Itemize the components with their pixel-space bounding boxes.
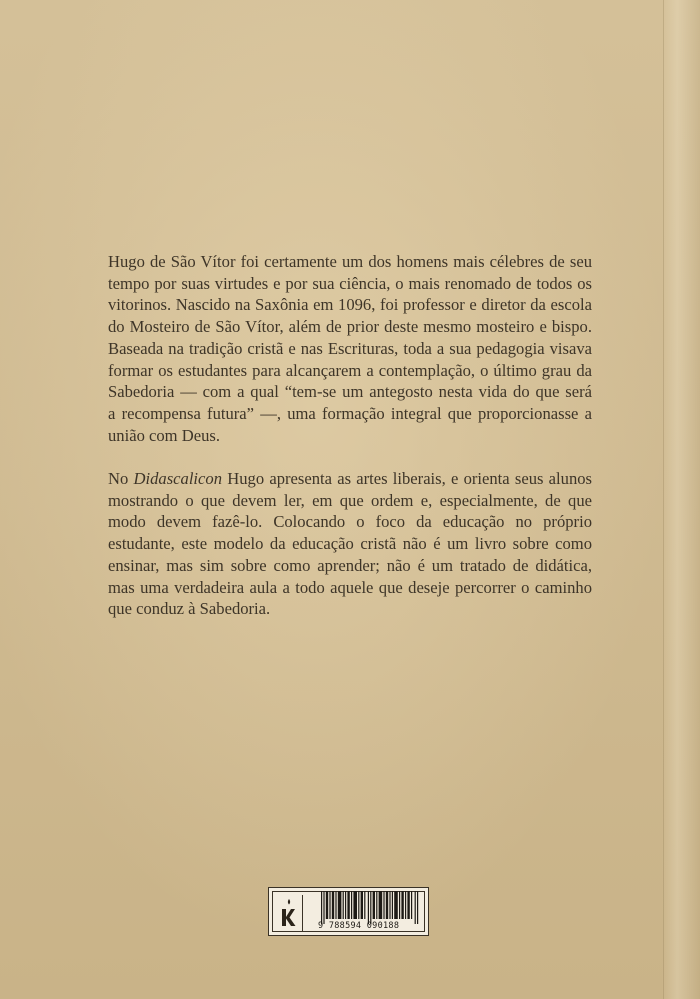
- blurb-line: ensinar, mas sim sobre como aprender; não é um tratado de didática,: [108, 555, 592, 575]
- blurb-line: Baseada na tradição cristã e nas Escrituras, toda a sua pedagogia visava: [108, 338, 592, 358]
- blurb-line-with-title: [108, 468, 592, 490]
- blurb-paragraph-2: [108, 468, 592, 620]
- barcode-icon: [321, 891, 421, 924]
- blurb-line: formar os estudantes para alcançarem a contemplação, o último grau da: [108, 360, 592, 380]
- cover-blurb: [108, 251, 592, 620]
- blurb-paragraph-1: [108, 251, 592, 446]
- blurb-line: Sabedoria — com a qual “tem-se um antegosto nesta vida do que será: [108, 382, 592, 402]
- publisher-logo-icon: [276, 895, 303, 931]
- blurb-line: a recompensa futura” —, uma formação integral que proporcionasse a: [108, 403, 592, 423]
- blurb-line: que conduz à Sabedoria.: [108, 599, 271, 619]
- blurb-line: vitorinos. Nascido na Saxônia em 1096, foi professor e diretor da escola: [108, 295, 592, 315]
- blurb-line: tempo por suas virtudes e por sua ciência, o mais renomado de todos os: [108, 273, 592, 293]
- blurb-line: modo devem fazê-lo. Colocando o foco da educação no próprio: [108, 512, 592, 532]
- k-logo-icon: [276, 895, 302, 931]
- blurb-text: No: [108, 469, 134, 489]
- book-title: Didascalicon: [133, 469, 223, 489]
- blurb-line: mostrando o que devem ler, em que ordem e, especialmente, de que: [108, 490, 592, 510]
- blurb-line: Hugo de São Vítor foi certamente um dos homens mais célebres de seu: [108, 252, 592, 271]
- isbn-number: 9 788594 090188: [318, 921, 400, 931]
- blurb-text: Hugo apresenta as artes liberais, e orienta seus alunos: [222, 469, 592, 489]
- blurb-line: estudante, este modelo da educação cristã não é um livro sobre como: [108, 534, 592, 554]
- blurb-line: união com Deus.: [108, 425, 220, 445]
- blurb-line: mas uma verdadeira aula a todo aquele que deseje percorrer o caminho: [108, 577, 592, 597]
- spine-edge: [662, 0, 700, 999]
- blurb-line: do Mosteiro de São Vítor, além de prior deste mesmo mosteiro e bispo.: [108, 317, 592, 337]
